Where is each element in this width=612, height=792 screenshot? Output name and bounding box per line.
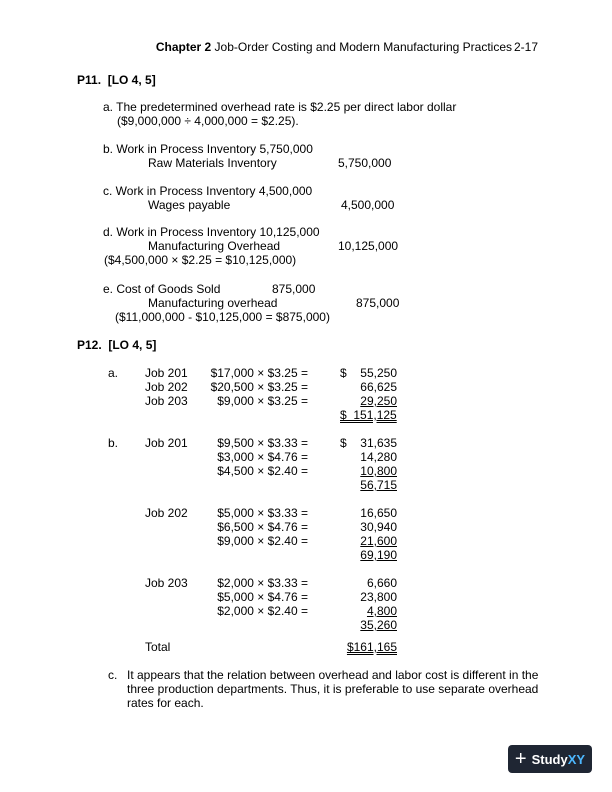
p11-c-debit: c. Work in Process Inventory 4,500,000: [103, 184, 313, 198]
p12-b-total: $161,165: [346, 640, 397, 654]
p12-b-subtotal: 56,715: [360, 478, 397, 492]
p12-b-calc: $2,000 × $2.40 =: [217, 604, 308, 618]
p11-b-debit: b. Work in Process Inventory 5,750,000: [103, 142, 313, 156]
p12-b-calc: $9,500 × $3.33 =: [217, 436, 308, 450]
p12-b-label: b.: [108, 436, 119, 450]
p11-b-credit: Raw Materials Inventory: [148, 156, 277, 170]
page-header: [0, 40, 512, 54]
p11-d-debit: d. Work in Process Inventory 10,125,000: [103, 225, 320, 239]
p12-a-calc: $9,000 × $3.25 =: [217, 394, 308, 408]
p12-b-calc: $5,000 × $3.33 =: [217, 506, 308, 520]
p12-b-calc: $6,500 × $4.76 =: [217, 520, 308, 534]
p11-c-credit-amount: 4,500,000: [341, 198, 395, 212]
p12-c-line: It appears that the relation between overhead and labor cost is different in the: [127, 668, 539, 682]
p12-b-calc: $5,000 × $4.76 =: [217, 590, 308, 604]
p12-a-total: $ 151,125: [340, 408, 397, 422]
p11-d-note: ($4,500,000 × $2.25 = $10,125,000): [104, 253, 297, 267]
p12-a-label: a.: [108, 366, 119, 380]
p11-d-credit: Manufacturing Overhead: [148, 239, 281, 253]
p12-c-line: three production departments. Thus, it is preferable to use separate overhead: [127, 682, 539, 696]
p12-a-calc: $20,500 × $3.25 =: [210, 380, 308, 394]
brand-name: Study: [531, 751, 568, 767]
p12-b-amount: 16,650: [360, 506, 397, 520]
p12-b-amount: 21,600: [360, 534, 397, 548]
chapter-title: Job-Order Costing and Modern Manufacturing Practices: [211, 40, 512, 54]
dollar-sign: $: [340, 436, 347, 450]
p11-heading: P11. [LO 4, 5]: [77, 73, 156, 87]
p12-b-amount: 4,800: [366, 604, 397, 618]
p12-b-amount: 31,635: [360, 436, 397, 450]
p12-b-amount: 30,940: [360, 520, 397, 534]
p12-b-calc: $4,500 × $2.40 =: [217, 464, 308, 478]
p12-a-amount: 66,625: [360, 380, 397, 394]
p12-b-calc: $9,000 × $2.40 =: [217, 534, 308, 548]
p12-b-amount: 23,800: [360, 590, 397, 604]
p12-a-job: Job 201: [145, 366, 188, 380]
p11-c-credit: Wages payable: [148, 198, 231, 212]
p12-b-subtotal: 69,190: [360, 548, 397, 562]
p12-c-line: rates for each.: [127, 696, 204, 710]
p12-a-calc: $17,000 × $3.25 =: [210, 366, 308, 380]
p12-b-calc: $2,000 × $3.33 =: [217, 576, 308, 590]
p11-e-debit-amount: 875,000: [272, 282, 316, 296]
p11-e-credit-amount: 875,000: [356, 296, 400, 310]
p12-b-job: Job 202: [145, 506, 188, 520]
p12-heading: P12. [LO 4, 5]: [77, 338, 157, 352]
p12-b-job: Job 201: [145, 436, 188, 450]
p12-c-label: c.: [108, 668, 118, 682]
p11-d-credit-amount: 10,125,000: [338, 239, 399, 253]
p12-b-subtotal: 35,260: [360, 618, 397, 632]
p12-b-total-label: Total: [145, 640, 171, 654]
plus-icon: +: [514, 748, 527, 770]
p12-b-amount: 10,800: [360, 464, 397, 478]
p12-a-job: Job 203: [145, 394, 188, 408]
p12-b-amount: 6,660: [366, 576, 397, 590]
p11-a-line1: a. The predetermined overhead rate is $2.25 per direct labor dollar: [103, 100, 457, 114]
p11-e-note: ($11,000,000 - $10,125,000 = $875,000): [115, 310, 330, 324]
dollar-sign: $: [340, 366, 347, 380]
p12-a-amount: 55,250: [360, 366, 397, 380]
brand-accent: XY: [567, 751, 586, 767]
p12-a-job: Job 202: [145, 380, 188, 394]
p11-e-credit: Manufacturing overhead: [148, 296, 278, 310]
p12-b-job: Job 203: [145, 576, 188, 590]
chapter-label: Chapter 2: [155, 40, 212, 54]
p11-a-line2: ($9,000,000 ÷ 4,000,000 = $2.25).: [117, 114, 299, 128]
studyxy-badge[interactable]: [508, 745, 592, 773]
page-number: 2-17: [514, 40, 539, 54]
p12-b-calc: $3,000 × $4.76 =: [217, 450, 308, 464]
p12-a-amount: 29,250: [360, 394, 397, 408]
p11-b-credit-amount: 5,750,000: [338, 156, 392, 170]
p11-e-debit: e. Cost of Goods Sold: [103, 282, 221, 296]
p12-b-amount: 14,280: [360, 450, 397, 464]
